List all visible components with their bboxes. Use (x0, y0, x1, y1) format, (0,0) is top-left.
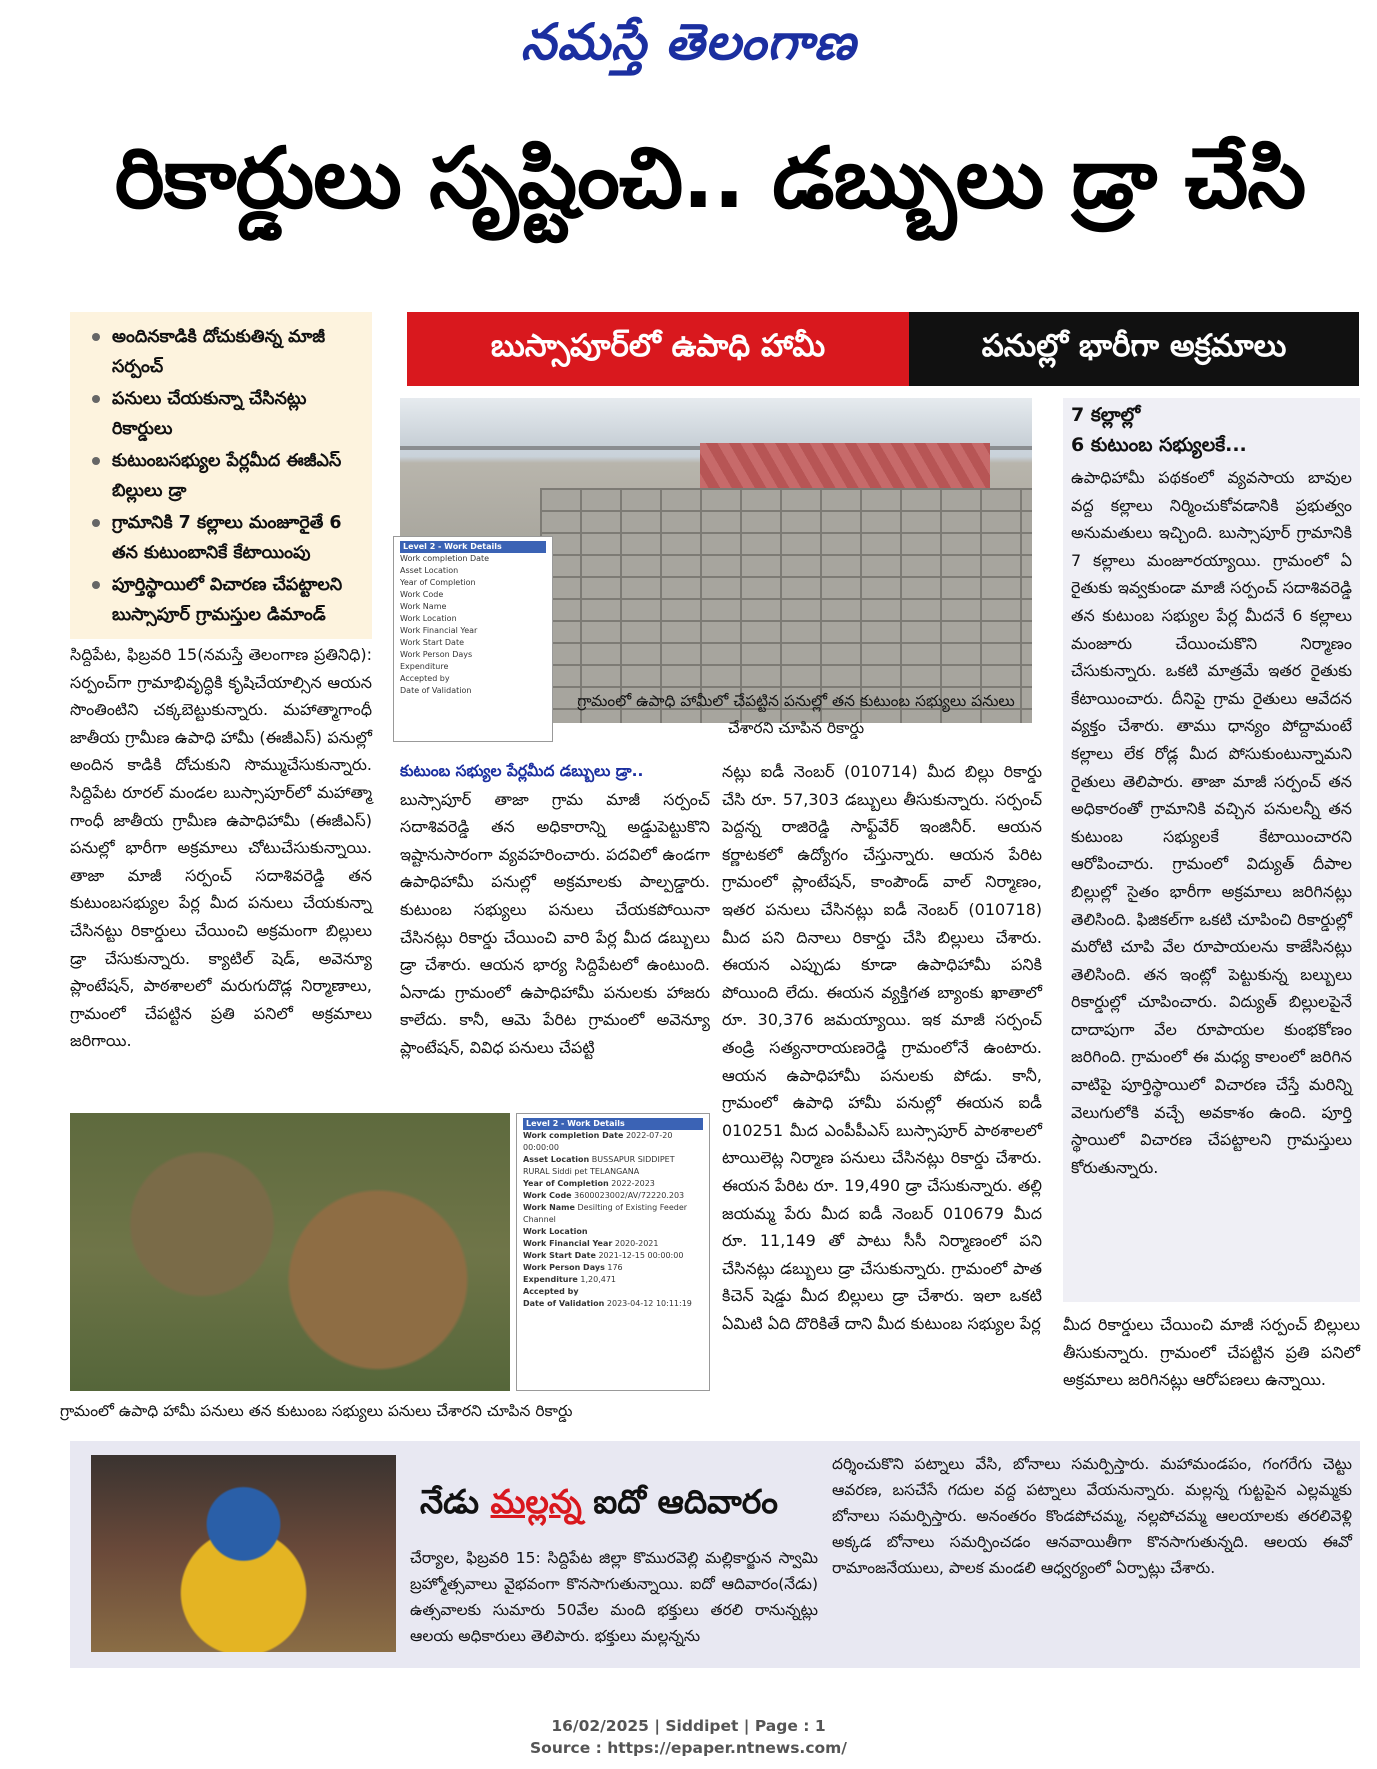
article-paragraph: బుస్సాపూర్‌ తాజా గ్రామ మాజీ సర్పంచ్‌ సదాశివరెడ్డి తన అధికారాన్ని అడ్డుపెట్టుకొని ఇష్టానుసారంగా వ్యవహరించారు. పదవిలో ఉండగా ఉపాధిహామీ పనుల్లో అక్రమాలకు పాల్పడ్డారు. కుటుంబ సభ్యులు పనులు చేయకపోయినా చేసినట్లు రికార్డు చేయించి వారి పేర్ల మీద డబ్బులు డ్రా చేశారు. ఆయన భార్య సిద్దిపేటలో ఉంటుంది. ఏనాడు గ్రామంలో ఉపాధిహామీ పనులకు హాజరు కాలేదు. కానీ, ఆమె పేరిట గ్రామంలో అవెన్యూ ప్లాంటేషన్‌, వివిధ పనులు చేపట్టి (400, 789, 710, 1057)
record-header: Level 2 - Work Details (523, 1118, 703, 1130)
record-row: Work Name Desilting of Existing Feeder Channel (523, 1203, 688, 1224)
record-row: Work Start Date 2021-12-15 00:00:00 (523, 1251, 684, 1260)
article-paragraph: చేర్యాల, ఫిబ్రవరి 15: సిద్దిపేట జిల్లా కొమురవెల్లి మల్లికార్జున స్వామి బ్రహ్మోత్సవాలు వైభవంగా కొనసాగుతున్నాయి. ఐదో ఆదివారం(నేడు) ఉత్సవాలకు సుమారు 50వేల మంది భక్తులు తరలి రానున్నట్లు ఆలయ అధికారులు తెలిపారు. భక్తులు మల్లన్నను (410, 1549, 818, 1645)
bottom-headline-part2: ఐదో ఆదివారం (593, 1482, 779, 1521)
article-column-4-tail (1063, 1311, 1360, 1421)
photo1-caption: గ్రామంలో ఉపాధి హామీలో చేపట్టిన పనుల్లో తన కుటుంబ సభ్యులు పనులు చేశారని చూపిన రికార్డు (577, 692, 1015, 737)
bullet-item: పనులు చేయకున్నా చేసినట్లు రికార్డులు (84, 384, 362, 444)
record-row: Work Location (400, 614, 457, 623)
record-row: Work Financial Year 2020-2021 (523, 1239, 659, 1248)
record-row: Expenditure (400, 662, 449, 671)
masthead-logo: నమస్తే తెలంగాణ (520, 12, 857, 71)
record-row: Year of Completion (400, 578, 476, 587)
record-row: Work Code 3600023002/AV/72220.203 (523, 1191, 685, 1200)
record-row: Work Person Days 176 (523, 1263, 623, 1272)
record-row: Asset Location BUSSAPUR SIDDIPET RURAL Siddi pet TELANGANA (523, 1155, 675, 1176)
record-row: Date of Validation (400, 686, 472, 695)
article-paragraph: మీద రికార్డులు చేయించి మాజీ సర్పంచ్‌ బిల్లులు తీసుకున్నారు. గ్రామంలో చేపట్టిన ప్రతి పనిలో అక్రమాలు జరిగినట్లు ఆరోపణలు ఉన్నాయి. (1063, 1315, 1360, 1390)
sidebar-paragraph: ఉపాధిహామీ పథకంలో వ్యవసాయ బావుల వద్ద కల్లాలు నిర్మించుకోవడానికి ప్రభుత్వం అనుమతులు ఇచ్చింది. బుస్సాపూర్‌ గ్రామానికి 7 కల్లాలు మంజూరయ్యాయి. గ్రామంలో ఏ రైతుకు ఇవ్వకుండా మాజీ సర్పంచ్‌ సదాశివరెడ్డి తన కుటుంబ సభ్యుల పేర్ల మీదనే 6 కల్లాలు మంజూరు చేయించుకొని నిర్మాణం చేసుకున్నారు. ఒకటి మాత్రమే ఇతర రైతుకు కేటాయించారు. దీనిపై గ్రామ రైతులు ఆవేదన వ్యక్తం చేశారు. తాము ధాన్యం పోద్దామంటే కల్లాలు లేక రోడ్ల మీద పోసుకుంటున్నామని రైతులు తెలిపారు. తాజా మాజీ సర్పంచ్‌ తన అధికారంతో గ్రామానికి వచ్చిన పనులన్నీ తన కుటుంబ సభ్యులకే కేటాయించారని ఆరోపించారు. గ్రామంలో విద్యుత్‌ దీపాల బిల్లుల్లో సైతం భారీగా అక్రమాలు జరిగినట్లు తెలిసింది. ఫిజికల్‌గా ఒకటి చూపించి రికార్డుల్లో మరోటి చూపి వేల రూపాయలను కాజేసినట్లు తెలిసింది. తన ఇంట్లో పెట్టుకున్న బల్బులు రికార్డుల్లో చూపించారు. విద్యుత్‌ బిల్లులపైనే దాదాపుగా వేల రూపాయల కుంభకోణం జరిగింది. గ్రామంలో ఈ మధ్య కాలంలో జరిగిన వాటిపై పూర్తిస్థాయిలో విచారణ చేస్తే మరిన్ని వెలుగులోకి వచ్చే అవకాశం ఉంది. పూర్తి స్థాయిలో విచారణ చేపట్టాలని గ్రామస్తులు కోరుతున్నారు. (1071, 468, 1352, 1177)
subheadline-banner (407, 312, 1359, 386)
bullet-item: కుటుంబసభ్యుల పేర్లమీద ఈజీఎస్‌ బిల్లులు డ్రా (84, 446, 362, 506)
article-paragraph: సిద్దిపేట, ఫిబ్రవరి 15(నమస్తే తెలంగాణ ప్రతినిధి): సర్పంచ్‌గా గ్రామాభివృద్ధికి కృషిచేయాల్సిన ఆయన సొంతింటిని చక్కబెట్టుకున్నారు. మహాత్మాగాంధీ జాతీయ గ్రామీణ ఉపాధి హామీ (ఈజీఎస్‌) పనుల్లో అందిన కాడికి దోచుకుని సొమ్ముచేసుకున్నారు. సిద్దిపేట రూరల్‌ మండల బుస్సాపూర్‌లో మహాత్మా గాంధీ జాతీయ గ్రామీణ ఉపాధిహామీ (ఈజీఎస్‌) పనుల్లో భారీగా అక్రమాలు చోటుచేసుకున్నాయి. తాజా మాజీ సర్పంచ్‌ సదాశివరెడ్డి తన కుటుంబసభ్యుల పేర్ల మీద పనులు చేయకున్నా చేసినట్టు రికార్డులు చేయించి అక్రమంగా బిల్లులు డ్రా చేసుకున్నారు. క్యాటిల్‌ షెడ్‌, అవెన్యూ ప్లాంటేషన్‌, పాఠశాలలో మరుగుదొడ్ల నిర్మాణాలు, గ్రామంలో చేపట్టిన ప్రతి పనిలో అక్రమాలు జరిగాయి. (70, 645, 372, 1051)
page-headline: రికార్డులు సృష్టించి.. డబ్బులు డ్రా చేసి (114, 129, 1306, 227)
sidebar-box (1063, 398, 1360, 1302)
record-row: Expenditure 1,20,471 (523, 1275, 617, 1284)
record-header: Level 2 - Work Details (400, 541, 546, 553)
article-column-2 (400, 758, 710, 1103)
banner-red-part: బుస్సాపూర్‌లో ఉపాధి హామీ (407, 312, 909, 386)
record-row: Work Name (400, 602, 447, 611)
record-row: Year of Completion 2022-2023 (523, 1179, 655, 1188)
article-paragraph: దర్శించుకొని పట్నాలు వేసి, బోనాలు సమర్పిస్తారు. మహామండపం, గంగరేగు చెట్టు ఆవరణ, బసచేసే గదుల వద్ద పట్నాలు వేయనున్నారు. మల్లన్న గుట్టపైన ఎల్లమ్మకు బోనాలు సమర్పిస్తారు. అనంతరం కొండపోచమ్మ, నల్లపోచమ్మ ఆలయాలకు తరలివెళ్లి అక్కడ బోనాలు సమర్పించడం ఆనవాయితీగా కొనసాగుతున్నది. ఆలయ ఈవో రామాంజనేయులు, పాలక మండలి ఆధ్వర్యంలో ఏర్పాట్లు చేశారు. (832, 1455, 1352, 1577)
banner-black-part: పనుల్లో భారీగా అక్రమాలు (909, 312, 1359, 386)
photo2-caption: గ్రామంలో ఉపాధి హామీ పనులు తన కుటుంబ సభ్యులు పనులు చేశారని చూపిన రికార్డు (60, 1402, 573, 1420)
article-column-3 (722, 758, 1042, 1423)
record-row: Work completion Date (400, 554, 490, 563)
record-row: Date of Validation 2023-04-12 10:11:19 (523, 1299, 692, 1308)
red-wall-shape (700, 443, 990, 493)
photo-bushes (70, 1113, 510, 1391)
record-row: Work Person Days (400, 650, 473, 659)
bottom-headline-highlight: మల్లన్న (490, 1482, 582, 1521)
bottom-text-left (410, 1545, 818, 1660)
sidebar-heading-2: 6 కుటుంబ సభ్యులకే... (1071, 434, 1247, 456)
record-row: Accepted by (523, 1287, 579, 1296)
summary-bullets (70, 312, 372, 639)
record-row: Work Start Date (400, 638, 465, 647)
bullet-item: గ్రామానికి 7 కల్లాలు మంజూరైతే 6 తన కుటుంబానికే కేటాయింపు (84, 508, 362, 568)
column-subheading: కుటుంబ సభ్యుల పేర్లమీద డబ్బులు డ్రా.. (400, 762, 644, 780)
photo-temple-deity (91, 1455, 396, 1652)
article-paragraph: నట్లు ఐడీ నెంబర్‌ (010714) మీద బిల్లు రికార్డు చేసి రూ. 57,303 డబ్బులు తీసుకున్నారు. సర్పంచ్‌ పెద్దన్న రాజిరెడ్డి సాఫ్ట్‌వేర్‌ ఇంజినీర్‌. ఆయన కర్ణాటకలో ఉద్యోగం చేస్తున్నారు. ఆయన పేరిట గ్రామంలో ప్లాంటేషన్‌, కాంపౌండ్‌ వాల్‌ నిర్మాణం, ఇతర పనులు చేసినట్లు ఐడీ నెంబర్‌ (010718) మీద పని దినాలు రికార్డు చేసి బిల్లులు చేశారు. ఈయన ఎప్పుడు కూడా ఉపాధిహామీ పనికి పోయింది లేదు. ఈయన వ్యక్తిగత బ్యాంకు ఖాతాలో రూ. 30,376 జమయ్యాయి. ఇక మాజీ సర్పంచ్‌ తండ్రి సత్యనారాయణరెడ్డి గ్రామంలోనే ఉంటారు. ఆయన ఉపాధిహామీ పనులకు పోడు. కానీ, గ్రామంలో ఉపాధి హామీ పనుల్లో ఈయన ఐడీ 010251 మీద ఎంపీపీఎస్‌ బుస్సాపూర్‌ పాఠశాలలో టాయిలెట్ల నిర్మాణ పనులు చేసినట్లు రికార్డు చేశారు. ఈయన పేరిట రూ. 19,490 డ్రా చేసుకున్నారు. తల్లి జయమ్మ పేరు మీద ఐడీ నెంబర్‌ 010679 మీద రూ. 11,149 తో పాటు సీసీ నిర్మాణంలో పని చేసినట్లు డబ్బులు డ్రా చేసుకున్నారు. గ్రామంలో పాత కిచెన్‌ షెడ్డు మీద బిల్లులు డ్రా చేశారు. ఇలా ఒకటి ఏమిటి ఏది దొరికితే దాని మీద కుటుంబ సభ్యుల పేర్ల (722, 762, 1042, 1333)
record-row: Work Location (523, 1227, 588, 1236)
bullet-item: అందినకాడికి దోచుకుతిన్న మాజీ సర్పంచ్‌ (84, 322, 362, 382)
record-card-1 (393, 536, 553, 742)
footer-source-line: Source : https://epaper.ntnews.com/ (530, 1739, 847, 1757)
record-card-2 (516, 1113, 710, 1391)
record-row: Asset Location (400, 566, 459, 575)
bottom-text-right (832, 1451, 1352, 1656)
record-row: Work Financial Year (400, 626, 478, 635)
footer-date-line: 16/02/2025 | Siddipet | Page : 1 (551, 1717, 826, 1735)
bullet-item: పూర్తిస్థాయిలో విచారణ చేపట్టాలని బుస్సాపూర్‌ గ్రామస్తుల డిమాండ్‌ (84, 570, 362, 630)
record-row: Accepted by (400, 674, 450, 683)
sidebar-heading-1: 7 కల్లాల్లో (1071, 404, 1141, 426)
record-row: Work Code (400, 590, 444, 599)
page-footer (0, 1715, 1377, 1759)
record-row: Work completion Date 2022-07-20 00:00:00 (523, 1131, 673, 1152)
article-column-1 (70, 641, 372, 1091)
bottom-headline-part1: నేడు (420, 1482, 480, 1521)
